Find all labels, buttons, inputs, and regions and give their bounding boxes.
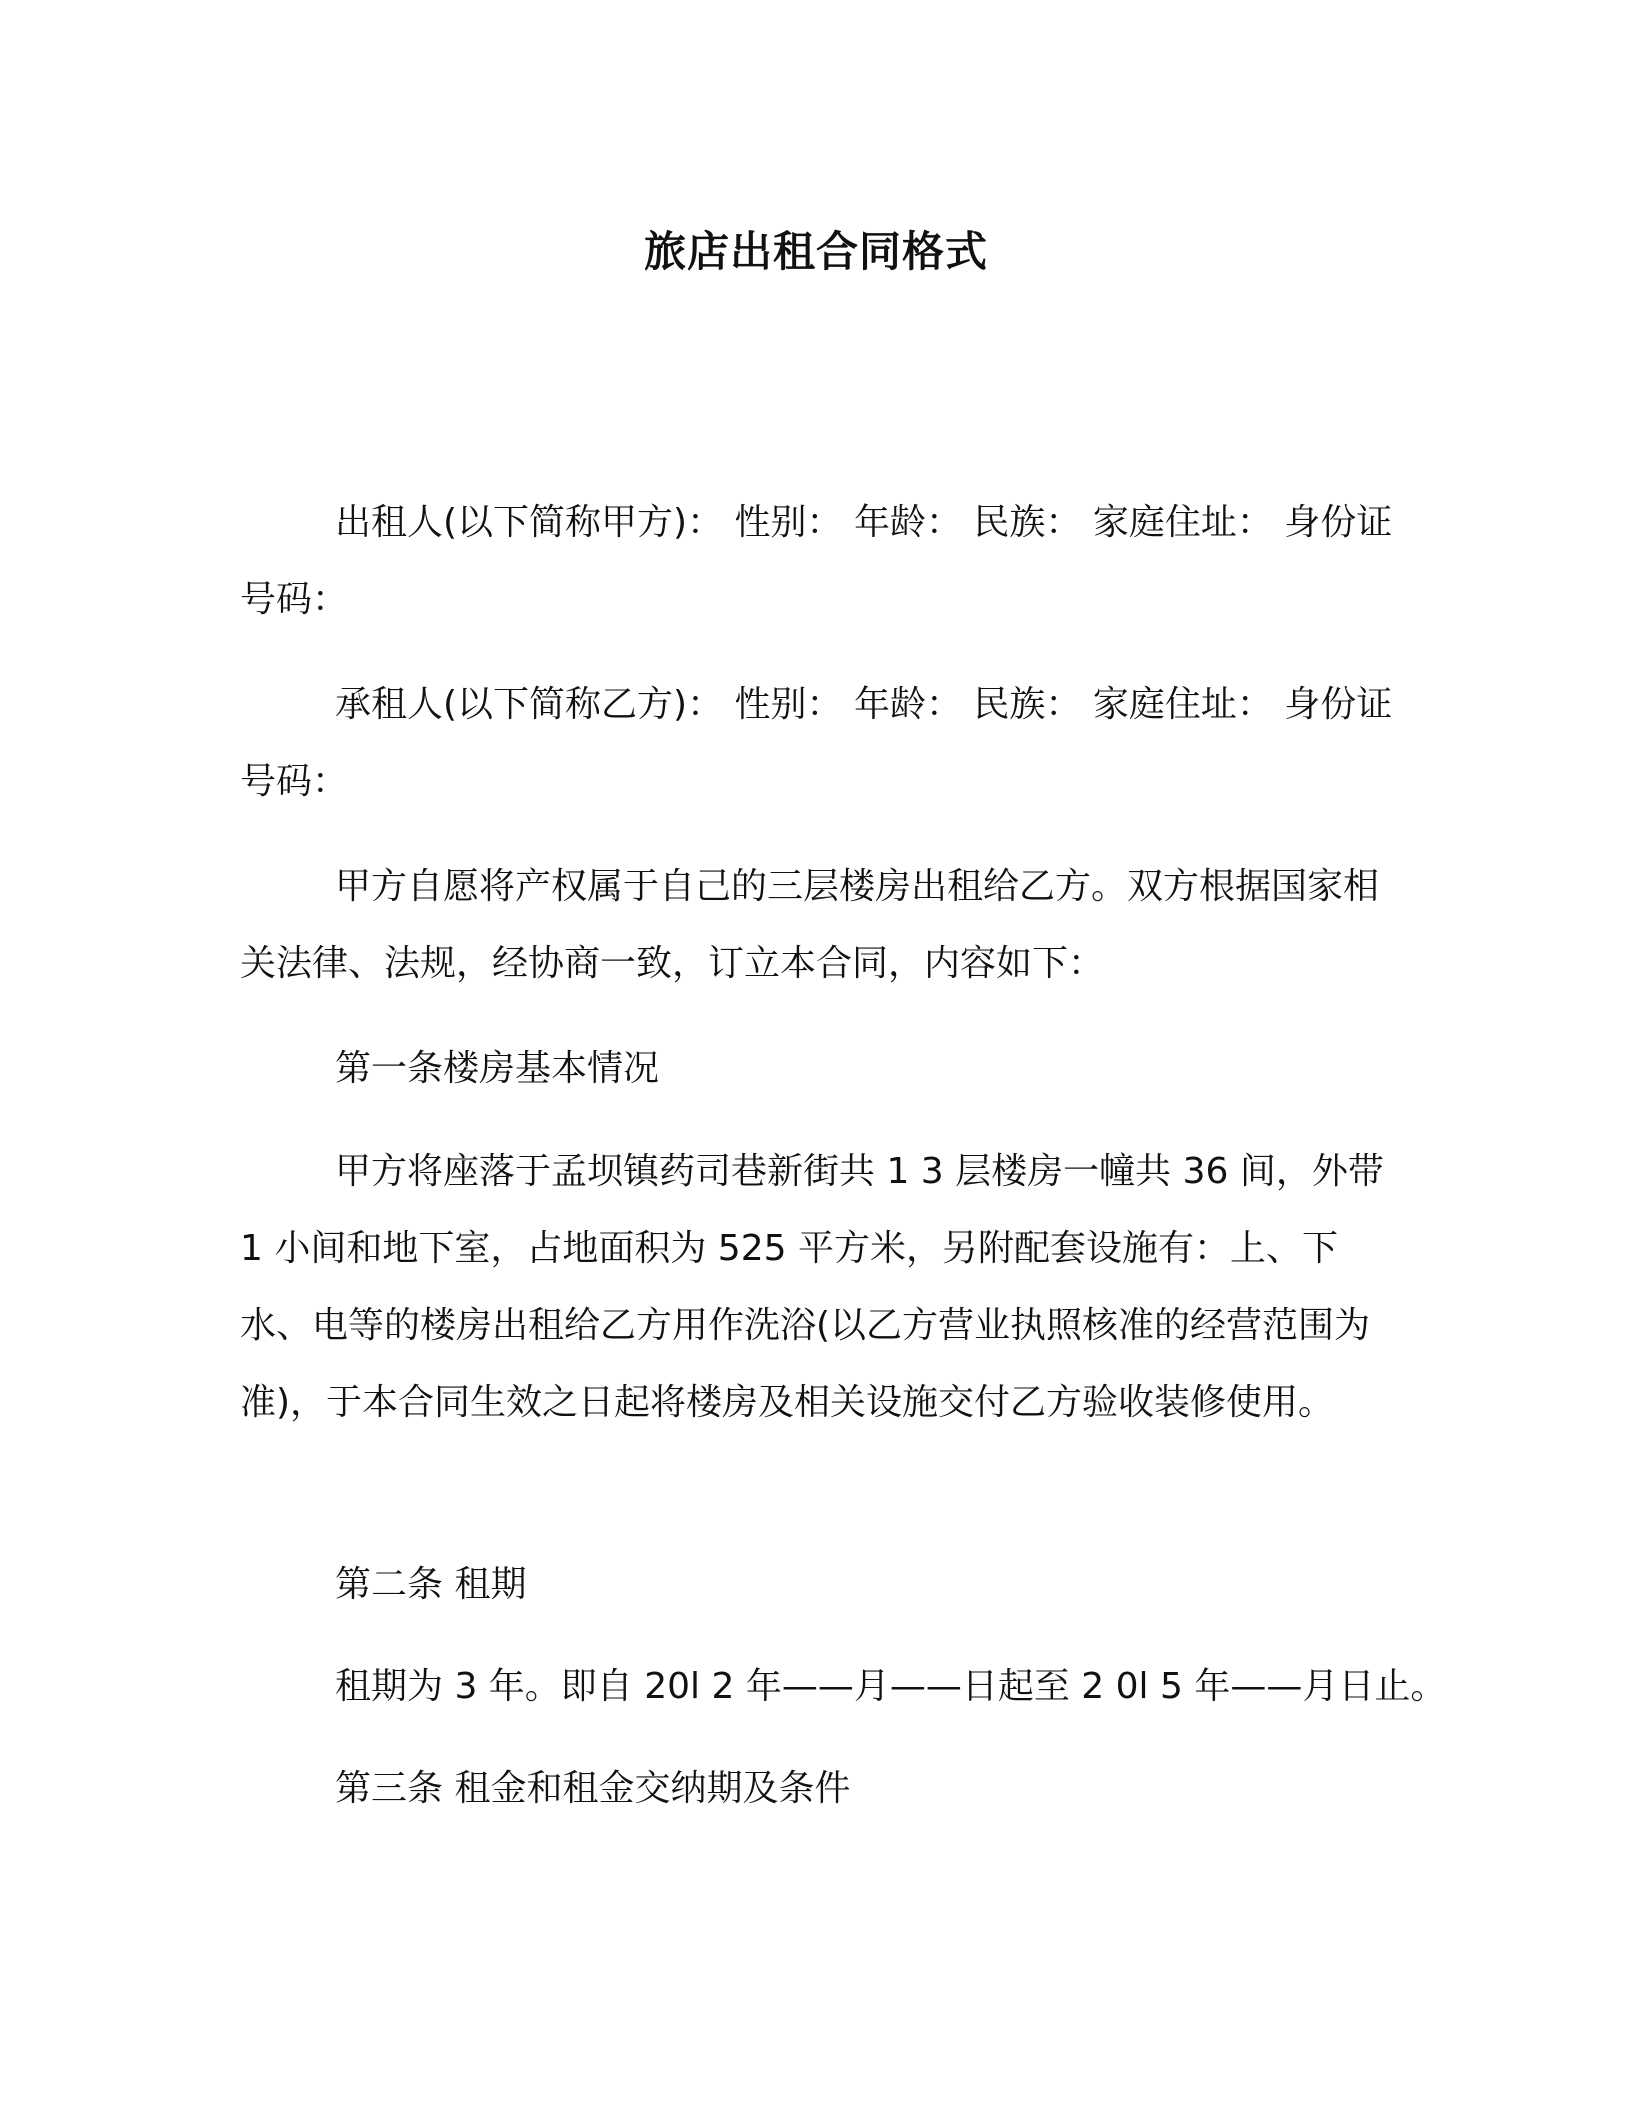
lessee-info-paragraph: 承租人(以下简称乙方)： 性别： 年龄： 民族： 家庭住址： 身份证号码： [240, 684, 1393, 802]
article3-heading: 第三条 租金和租金交纳期及条件 [335, 1768, 851, 1809]
document-body [240, 0, 1447, 2112]
article2-heading: 第二条 租期 [335, 1564, 527, 1605]
article2-body: 租期为 3 年。即自 20l 2 年——月——日起至 2 0l 5 年——月日止。 [335, 1666, 1447, 1707]
document-title: 旅店出租合同格式 [643, 227, 988, 276]
intro-paragraph: 甲方自愿将产权属于自己的三层楼房出租给乙方。双方根据国家相关法律、法规，经协商一致，订立本合同，内容如下： [240, 866, 1380, 984]
lessor-info-paragraph: 出租人(以下简称甲方)： 性别： 年龄： 民族： 家庭住址： 身份证号码： [240, 502, 1393, 620]
article1-body: 甲方将座落于孟坝镇药司巷新街共 1 3 层楼房一幢共 36 间，外带 1 小间和地下室，占地面积为 525 平方米，另附配套设施有：上、下水、电等的楼房出租给乙方用作洗浴(以乙方营业执照核准的经营范围为准)，于本合同生效之日起将楼房及相关设施交付乙方验收装修使用。 [240, 1151, 1384, 1423]
article1-heading: 第一条楼房基本情况 [335, 1048, 660, 1089]
